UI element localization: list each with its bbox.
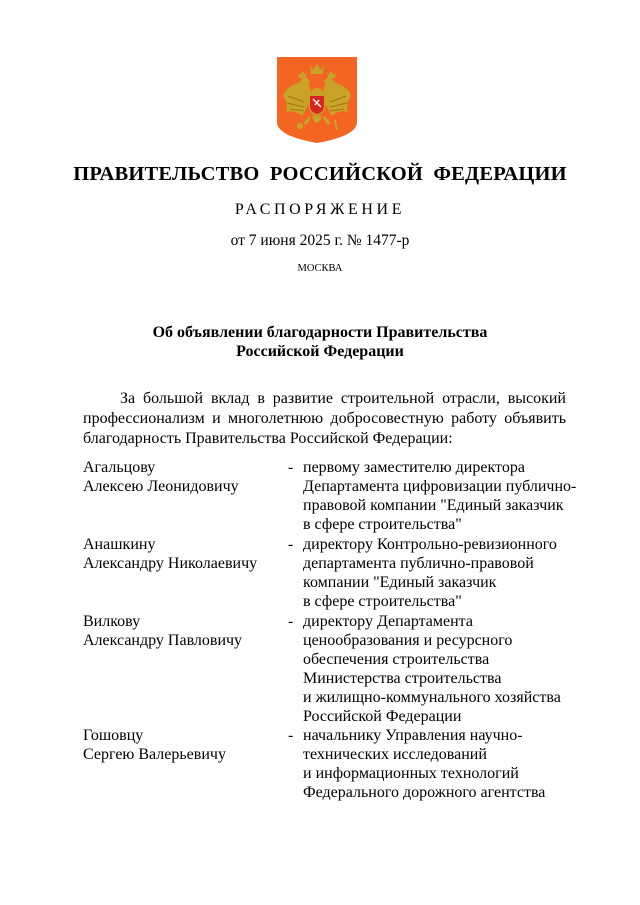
position-line: директору Департамента <box>303 613 473 630</box>
recipient-dash: - <box>288 536 294 553</box>
coat-of-arms-icon <box>276 56 358 144</box>
recipient-position <box>303 535 583 611</box>
intro-paragraph: За большой вклад в развитие строительной отрасли, высокий профессионализм и многолетнюю добросовестную работу объявить благодарность Правительства Российской Федерации: <box>83 390 566 447</box>
position-line: в сфере строительства" <box>303 593 462 610</box>
recipient-dash: - <box>288 727 294 744</box>
position-line: первому заместителю директора <box>303 459 525 476</box>
recipient-given-names: Александру Павловичу <box>83 632 243 649</box>
position-line: обеспечения строительства <box>303 651 490 668</box>
recipient-surname: Агальцову <box>83 459 156 476</box>
recipient-surname: Гошовцу <box>83 727 144 744</box>
recipient-dash: - <box>288 459 294 476</box>
document-type: РАСПОРЯЖЕНИЕ <box>234 201 406 218</box>
position-line: и информационных технологий <box>303 765 519 782</box>
subject-line: Российской Федерации <box>236 343 404 360</box>
position-line: компании "Единый заказчик <box>303 574 497 591</box>
position-line: ценообразования и ресурсного <box>303 632 513 649</box>
document-place: МОСКВА <box>297 263 343 274</box>
recipient-given-names: Александру Николаевичу <box>83 555 258 572</box>
position-line: и жилищно-коммунального хозяйства <box>303 689 561 706</box>
position-line: Департамента цифровизации публично- <box>303 478 577 495</box>
position-line: технических исследований <box>303 746 487 763</box>
position-line: начальнику Управления научно- <box>303 727 523 744</box>
position-line: директору Контрольно-ревизионного <box>303 536 557 553</box>
position-line: правовой компании "Единый заказчик <box>303 497 564 514</box>
subject-line: Об объявлении благодарности Правительства <box>152 324 488 341</box>
document-subject <box>0 323 640 361</box>
recipient-name <box>83 535 273 573</box>
recipient-name <box>83 458 273 496</box>
recipient-given-names: Сергею Валерьевичу <box>83 746 226 763</box>
position-line: в сфере строительства" <box>303 516 462 533</box>
recipient-dash: - <box>288 613 294 630</box>
position-line: Министерства строительства <box>303 670 502 687</box>
recipient-surname: Анашкину <box>83 536 156 553</box>
recipient-name <box>83 612 273 650</box>
position-line: Российской Федерации <box>303 708 462 725</box>
recipient-position <box>303 726 583 802</box>
position-line: департамента публично-правовой <box>303 555 534 572</box>
recipient-position <box>303 458 583 534</box>
document-date-number: от 7 июня 2025 г. № 1477-р <box>230 232 410 249</box>
government-title: ПРАВИТЕЛЬСТВО РОССИЙСКОЙ ФЕДЕРАЦИИ <box>73 163 567 185</box>
recipient-name <box>83 726 273 764</box>
recipient-surname: Вилкову <box>83 613 141 630</box>
position-line: Федерального дорожного агентства <box>303 784 546 801</box>
recipient-given-names: Алексею Леонидовичу <box>83 478 239 495</box>
recipient-position <box>303 612 583 726</box>
